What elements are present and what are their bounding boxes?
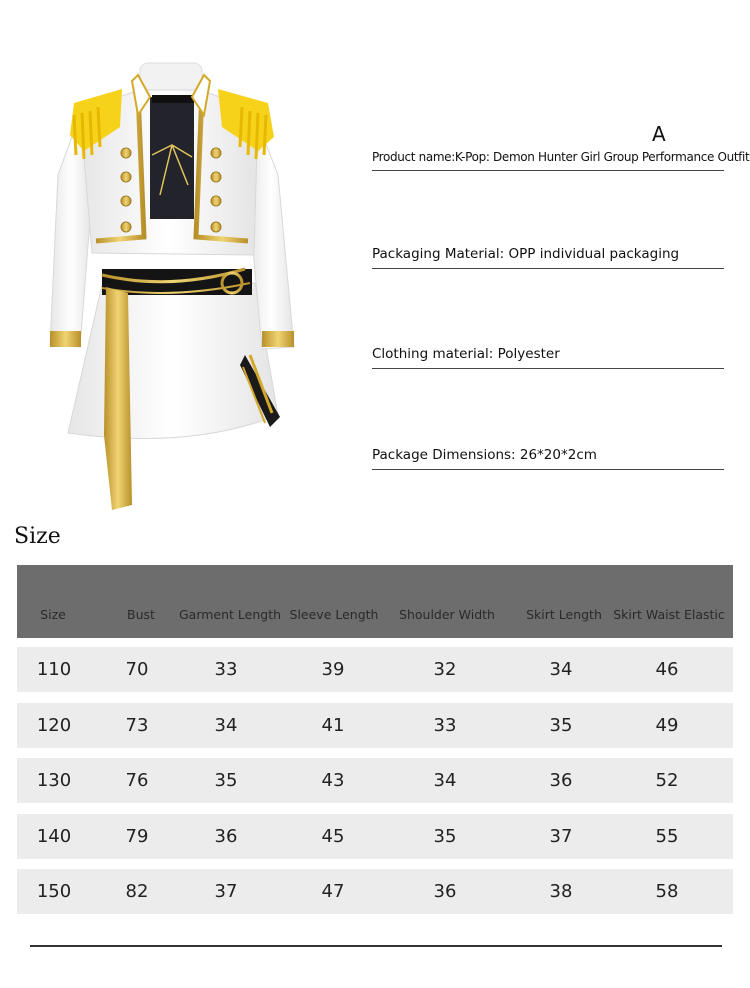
cell-garment-length: 37 <box>214 881 238 902</box>
cell-size: 110 <box>36 659 72 680</box>
product-photo <box>40 55 310 510</box>
spec-clothing-material: Clothing material: Polyester <box>372 346 724 369</box>
cell-skirt-waist-elastic: 49 <box>655 715 679 736</box>
cell-bust: 73 <box>125 715 149 736</box>
cell-garment-length: 33 <box>214 659 238 680</box>
cell-bust: 82 <box>125 881 149 902</box>
cell-shoulder-width: 33 <box>433 715 457 736</box>
header-sleeve-length: Sleeve Length <box>289 607 379 622</box>
cell-bust: 76 <box>125 770 149 791</box>
cell-size: 130 <box>36 770 72 791</box>
header-garment-length: Garment Length <box>178 607 282 622</box>
size-table-header <box>17 565 733 638</box>
header-skirt-waist-elastic: Skirt Waist Elastic <box>613 607 725 622</box>
cell-size: 140 <box>36 826 72 847</box>
variant-label: A <box>652 122 666 146</box>
header-size: Size <box>40 607 66 622</box>
cell-size: 120 <box>36 715 72 736</box>
cell-bust: 79 <box>125 826 149 847</box>
cell-skirt-waist-elastic: 58 <box>655 881 679 902</box>
spec-packaging-material: Packaging Material: OPP individual packaging <box>372 246 724 269</box>
size-heading: Size <box>14 524 61 549</box>
table-row <box>17 869 733 914</box>
cell-skirt-length: 36 <box>549 770 573 791</box>
cell-sleeve-length: 41 <box>321 715 345 736</box>
header-skirt-length: Skirt Length <box>526 607 602 622</box>
cell-skirt-length: 37 <box>549 826 573 847</box>
sequin-top <box>150 97 194 219</box>
cell-skirt-length: 34 <box>549 659 573 680</box>
cell-shoulder-width: 35 <box>433 826 457 847</box>
cell-garment-length: 34 <box>214 715 238 736</box>
cell-shoulder-width: 36 <box>433 881 457 902</box>
cell-shoulder-width: 34 <box>433 770 457 791</box>
gold-sash <box>104 287 132 510</box>
spec-product-name: Product name:K-Pop: Demon Hunter Girl Group Performance Outfit <box>372 150 724 171</box>
bottom-divider <box>30 945 722 947</box>
cell-shoulder-width: 32 <box>433 659 457 680</box>
cell-skirt-length: 38 <box>549 881 573 902</box>
table-row <box>17 814 733 859</box>
cell-sleeve-length: 47 <box>321 881 345 902</box>
cell-bust: 70 <box>125 659 149 680</box>
header-bust: Bust <box>127 607 155 622</box>
cell-skirt-waist-elastic: 46 <box>655 659 679 680</box>
cell-garment-length: 36 <box>214 826 238 847</box>
table-row <box>17 758 733 803</box>
cell-sleeve-length: 39 <box>321 659 345 680</box>
spec-package-dimensions: Package Dimensions: 26*20*2cm <box>372 447 724 470</box>
cell-garment-length: 35 <box>214 770 238 791</box>
table-row <box>17 647 733 692</box>
cell-skirt-waist-elastic: 55 <box>655 826 679 847</box>
cell-skirt-length: 35 <box>549 715 573 736</box>
cell-size: 150 <box>36 881 72 902</box>
cell-skirt-waist-elastic: 52 <box>655 770 679 791</box>
header-shoulder-width: Shoulder Width <box>399 607 495 622</box>
table-row <box>17 703 733 748</box>
cell-sleeve-length: 45 <box>321 826 345 847</box>
cell-sleeve-length: 43 <box>321 770 345 791</box>
